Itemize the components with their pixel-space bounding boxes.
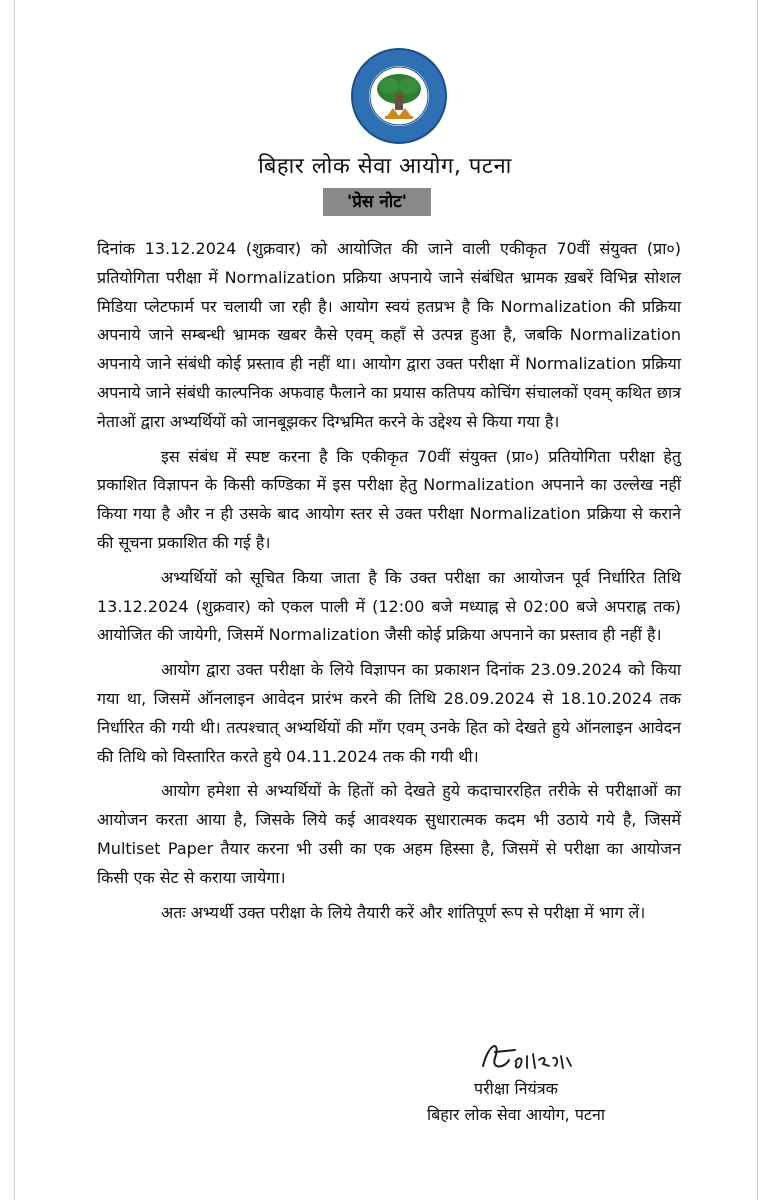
bpsc-emblem-logo xyxy=(349,46,449,146)
paragraph-normalization-rumour: दिनांक 13.12.2024 (शुक्रवार) को आयोजित की जाने वाली एकीकृत 70वीं संयुक्त (प्रा०) प्रतियोगिता परीक्षा में Normalization प्रक्रिया अपनाये जाने संबंधित भ्रामक ख़बरें विभिन्न सोशल मिडिया प्लेटफार्म पर चलायी जा रही है। आयोग स्वयं हतप्रभ है कि Normalization की प्रक्रिया अपनाये जाने सम्बन्धी भ्रामक खबर कैसे एवम् कहाँ से उत्पन्न हुआ है, जबकि Normalization अपनाये जाने संबंधी कोई प्रस्ताव ही नहीं था। आयोग द्वारा उक्त परीक्षा में Normalization प्रक्रिया अपनाये जाने संबंधी काल्पनिक अफवाह फैलाने का प्रयास कतिपय कोचिंग संचालकों एवम् कथित छात्र नेताओं द्वारा अभ्यर्थियों को जानबूझकर दिग्भ्रमित करने के उद्देश्य से किया गया है। xyxy=(97,239,681,431)
handwritten-signature xyxy=(475,1032,585,1080)
paragraph-closing-appeal: अतः अभ्यर्थी उक्त परीक्षा के लिये तैयारी करें और शांतिपूर्ण रूप से परीक्षा में भाग लें। xyxy=(161,902,646,922)
signatory-organization: बिहार लोक सेवा आयोग, पटना xyxy=(427,1105,605,1124)
paragraph-application-dates: आयोग द्वारा उक्त परीक्षा के लिये विज्ञापन का प्रकाशन दिनांक 23.09.2024 को किया गया था, जिसमें ऑनलाइन आवेदन प्रारंभ करने की तिथि 28.09.2024 से 18.10.2024 तक निर्धारित की गयी थी। तत्पश्चात् अभ्यर्थियों की माँग एवम् उनके हित को देखते हुये ऑनलाइन आवेदन की तिथि को विस्तारित करते हुये 04.11.2024 तक की गयी थी। xyxy=(97,660,681,766)
press-note-body xyxy=(97,235,681,933)
signatory-designation: परीक्षा नियंत्रक xyxy=(474,1079,558,1098)
document-page xyxy=(14,0,758,1200)
paragraph-clarification: इस संबंध में स्पष्ट करना है कि एकीकृत 70वीं संयुक्त (प्रा०) प्रतियोगिता परीक्षा हेतु प्रकाशित विज्ञापन के किसी कण्डिका में इस परीक्षा हेतु Normalization अपनाने का उल्लेख नहीं किया गया है और न ही उसके बाद आयोग स्तर से उक्त परीक्षा Normalization प्रक्रिया से कराने की सूचना प्रकाशित की गई है। xyxy=(97,446,681,552)
paragraph-exam-schedule: अभ्यर्थियों को सूचित किया जाता है कि उक्त परीक्षा का आयोजन पूर्व निर्धारित तिथि 13.12.2024 (शुक्रवार) को एकल पाली में (12:00 बजे मध्याह्न से 02:00 बजे अपराह्न तक) आयोजित की जायेगी, जिसमें Normalization जैसी कोई प्रक्रिया अपनाने का प्रस्ताव ही नहीं है। xyxy=(97,567,681,645)
paragraph-multiset-paper: आयोग हमेशा से अभ्यर्थियों के हितों को देखते हुये कदाचाररहित तरीके से परीक्षाओं का आयोजन करता आया है, जिसके लिये कई आवश्यक सुधारात्मक कदम भी उठाये गये है, जिसमें Multiset Paper तैयार करना भी उसी का एक अहम हिस्सा है, जिसमें से परीक्षा का आयोजन किसी एक सेट से कराया जायेगा। xyxy=(97,781,681,887)
press-note-heading: 'प्रेस नोट' xyxy=(323,188,431,216)
signatory-block xyxy=(386,1076,646,1128)
organization-title: बिहार लोक सेवा आयोग, पटना xyxy=(258,154,512,179)
